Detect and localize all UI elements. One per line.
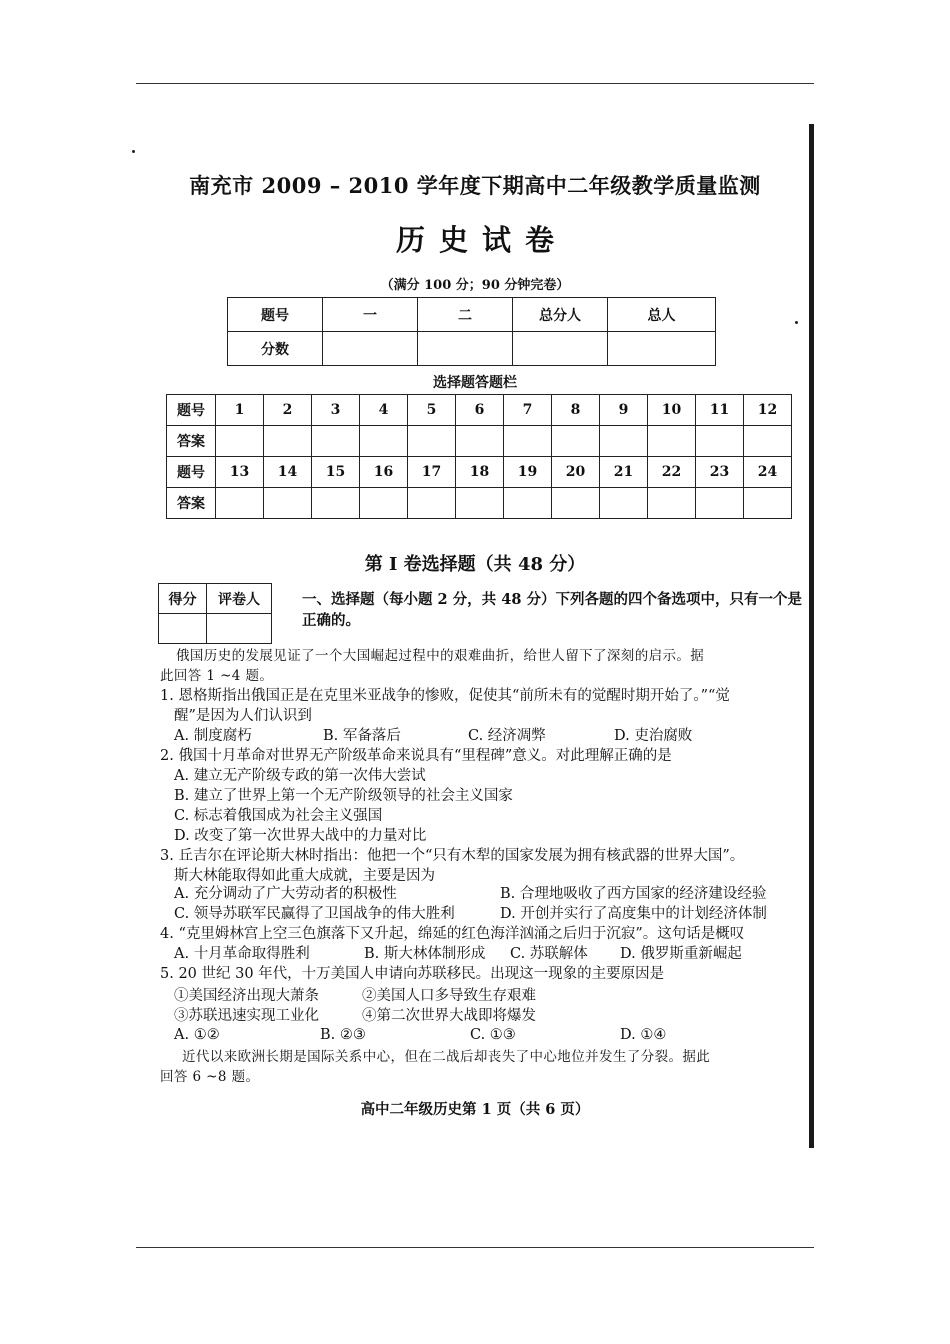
exam-title: 南充市 2009 – 2010 学年度下期高中二年级教学质量监测 <box>189 173 761 198</box>
option-c: C. 标志着俄国成为社会主义强国 <box>174 808 383 824</box>
answer-q-number: 13 <box>216 457 264 488</box>
answer-q-number: 11 <box>696 395 744 426</box>
option-b: B. 斯大林体制形成 <box>364 946 486 962</box>
option-c: C. 领导苏联军民赢得了卫国战争的伟大胜利 <box>174 906 455 922</box>
section-instruction: 一、选择题（每小题 2 分，共 48 分）下列各题的四个备选项中，只有一个是正确的。 <box>302 591 802 629</box>
option-a: A. 建立无产阶级专政的第一次伟大尝试 <box>174 768 426 784</box>
score-header-cell: 题号 <box>228 298 323 332</box>
answer-cell <box>456 488 504 519</box>
answer-q-number: 2 <box>264 395 312 426</box>
bottom-rule <box>136 1247 814 1248</box>
option-d: D. ①④ <box>620 1027 667 1043</box>
score-cell <box>418 332 513 366</box>
answer-cell <box>360 488 408 519</box>
grader-header: 评卷人 <box>207 584 272 614</box>
answer-cell <box>408 426 456 457</box>
question-stem: 2. 俄国十月革命对世界无产阶级革命来说具有“里程碑”意义。对此理解正确的是 <box>160 748 672 764</box>
score-cell <box>323 332 418 366</box>
answer-q-label: 题号 <box>167 395 216 426</box>
answer-cell <box>648 488 696 519</box>
answer-a-label: 答案 <box>167 488 216 519</box>
answer-q-number: 19 <box>504 457 552 488</box>
answer-cell <box>264 488 312 519</box>
exam-subject: 历史试卷 <box>395 223 568 257</box>
option-a: A. 制度腐朽 <box>174 728 252 744</box>
passage-intro: 近代以来欧洲长期是国际关系中心，但在二战后却丧失了中心地位并发生了分裂。据此 <box>182 1049 711 1065</box>
passage-intro: 回答 6 ~8 题。 <box>160 1069 260 1085</box>
answer-q-number: 15 <box>312 457 360 488</box>
answer-q-number: 22 <box>648 457 696 488</box>
option-c: C. 苏联解体 <box>510 946 588 962</box>
option-d: D. 俄罗斯重新崛起 <box>620 946 742 962</box>
answer-cell <box>552 426 600 457</box>
answer-cell <box>456 426 504 457</box>
answer-cell <box>264 426 312 457</box>
question-stem: 4. “克里姆林宫上空三色旗落下又升起，绵延的红色海洋汹涌之后归于沉寂”。这句话是概叹 <box>160 926 745 942</box>
answer-q-number: 12 <box>744 395 792 426</box>
answer-cell <box>696 426 744 457</box>
answer-cell <box>216 488 264 519</box>
option-b: B. 合理地吸收了西方国家的经济建设经验 <box>500 886 767 902</box>
answer-q-number: 24 <box>744 457 792 488</box>
statement-option: ①美国经济出现大萧条 <box>174 988 319 1004</box>
passage-intro: 俄国历史的发展见证了一个大国崛起过程中的艰难曲折，给世人留下了深刻的启示。据 <box>176 648 705 664</box>
page-footer: 高中二年级历史第 1 页（共 6 页） <box>360 1101 590 1118</box>
score-header-cell: 二 <box>418 298 513 332</box>
answer-cell <box>648 426 696 457</box>
question-stem: 5. 20 世纪 30 年代，十万美国人申请向苏联移民。出现这一现象的主要原因是 <box>160 966 665 982</box>
section-title: 第 I 卷选择题（共 48 分） <box>364 554 586 575</box>
answer-cell <box>744 426 792 457</box>
answer-cell <box>216 426 264 457</box>
answer-q-number: 3 <box>312 395 360 426</box>
answer-q-number: 17 <box>408 457 456 488</box>
answer-cell <box>504 488 552 519</box>
answer-table-caption: 选择题答题栏 <box>433 375 517 391</box>
option-c: C. ①③ <box>470 1027 516 1043</box>
score-table <box>227 297 716 366</box>
option-b: B. ②③ <box>320 1027 366 1043</box>
answer-table <box>166 394 792 519</box>
answer-cell <box>696 488 744 519</box>
answer-q-number: 18 <box>456 457 504 488</box>
option-c: C. 经济凋弊 <box>468 728 546 744</box>
answer-q-number: 23 <box>696 457 744 488</box>
score-header-cell: 总人 <box>608 298 716 332</box>
answer-cell <box>360 426 408 457</box>
answer-cell <box>312 426 360 457</box>
score-row-label: 分数 <box>228 332 323 366</box>
answer-cell <box>744 488 792 519</box>
option-b: B. 建立了世界上第一个无产阶级领导的社会主义国家 <box>174 788 513 804</box>
answer-cell <box>552 488 600 519</box>
top-rule <box>136 83 814 84</box>
answer-cell <box>408 488 456 519</box>
score-header-cell: 一 <box>323 298 418 332</box>
answer-cell <box>600 426 648 457</box>
scan-speck <box>132 150 135 153</box>
passage-intro: 此回答 1 ~4 题。 <box>160 668 274 684</box>
answer-q-number: 1 <box>216 395 264 426</box>
answer-q-number: 4 <box>360 395 408 426</box>
statement-option: ②美国人口多导致生存艰难 <box>362 988 536 1004</box>
question-stem: 斯大林能取得如此重大成就，主要是因为 <box>174 868 435 884</box>
answer-q-number: 21 <box>600 457 648 488</box>
option-a: A. 充分调动了广大劳动者的积极性 <box>174 886 397 902</box>
option-a: A. ①② <box>174 1027 220 1043</box>
answer-a-label: 答案 <box>167 426 216 457</box>
option-a: A. 十月革命取得胜利 <box>174 946 310 962</box>
grader-cell <box>159 614 207 644</box>
score-cell <box>513 332 608 366</box>
grader-table <box>158 583 272 644</box>
answer-q-number: 9 <box>600 395 648 426</box>
statement-option: ④第二次世界大战即将爆发 <box>362 1008 536 1024</box>
question-stem: 1. 恩格斯指出俄国正是在克里米亚战争的惨败，促使其“前所未有的觉醒时期开始了。”“觉 <box>160 688 730 704</box>
option-d: D. 吏治腐败 <box>614 728 693 744</box>
answer-cell <box>504 426 552 457</box>
statement-option: ③苏联迅速实现工业化 <box>174 1008 319 1024</box>
scan-speck <box>795 321 798 324</box>
grader-header: 得分 <box>159 584 207 614</box>
answer-q-number: 6 <box>456 395 504 426</box>
answer-q-number: 14 <box>264 457 312 488</box>
answer-cell <box>600 488 648 519</box>
exam-note: （满分 100 分；90 分钟完卷） <box>380 278 570 293</box>
answer-q-number: 10 <box>648 395 696 426</box>
answer-q-number: 7 <box>504 395 552 426</box>
answer-q-number: 20 <box>552 457 600 488</box>
answer-q-number: 5 <box>408 395 456 426</box>
score-cell <box>608 332 716 366</box>
answer-q-number: 8 <box>552 395 600 426</box>
option-d: D. 改变了第一次世界大战中的力量对比 <box>174 828 427 844</box>
answer-cell <box>312 488 360 519</box>
answer-q-label: 题号 <box>167 457 216 488</box>
answer-q-number: 16 <box>360 457 408 488</box>
option-b: B. 军备落后 <box>323 728 401 744</box>
score-header-cell: 总分人 <box>513 298 608 332</box>
grader-cell <box>207 614 272 644</box>
question-stem: 3. 丘吉尔在评论斯大林时指出：他把一个“只有木犁的国家发展为拥有核武器的世界大国”。 <box>160 848 745 864</box>
question-stem: 醒”是因为人们认识到 <box>174 708 312 724</box>
option-d: D. 开创并实行了高度集中的计划经济体制 <box>500 906 767 922</box>
